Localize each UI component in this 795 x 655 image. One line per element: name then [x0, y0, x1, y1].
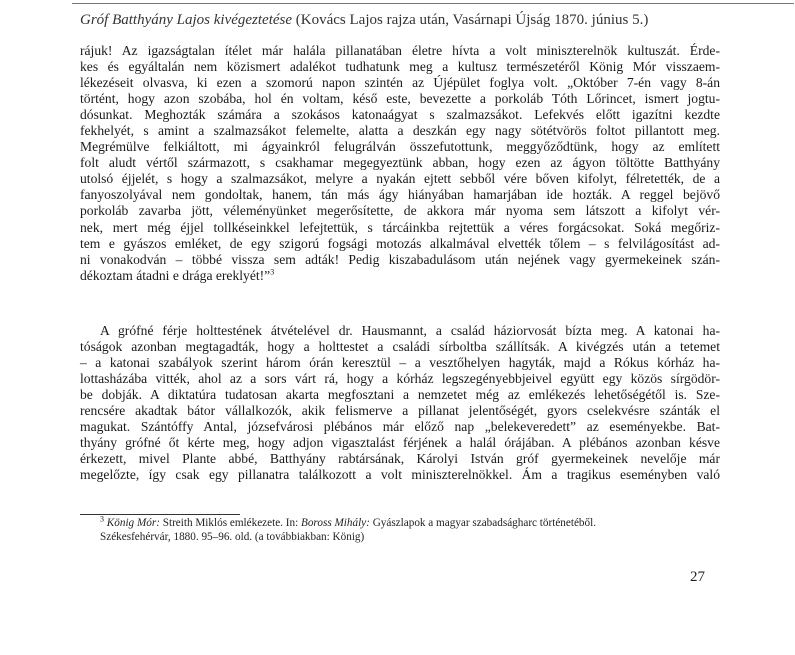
- text-line: magukat. Szántóffy Antal, józsefvárosi plébános már előző nap „belekeveredett” az eseményekbe. Bat-: [80, 419, 720, 435]
- text-line: be dobják. A diktatúra tudatosan akarta megfosztani a nemzetet még az emlékezés lehetőségétől is. Sze-: [80, 387, 720, 403]
- text-line: tóságok azonban megtagadták, hogy a holttestet a családi sírboltba szállítsák. A kivégzés után a tetemet: [80, 339, 720, 355]
- footnote-line: [100, 516, 720, 530]
- footnote-text: Gyászlapok a magyar szabadságharc történetéből.: [369, 517, 597, 529]
- page-number: 27: [690, 569, 705, 585]
- text-line: porkoláb zavarba jött, véleményünket megerősítette, de akkora már nyoma sem látszott a kifolyt vér-: [80, 203, 720, 219]
- text-line: dósunkat. Meghozták számára a szokásos katonaágyat s szalmazsákot. Lefekvés előtt igazítni kezdte: [80, 107, 720, 123]
- text-line: tem e gyászos emléket, de egy szigorú fogsági motozás alkalmával elvették tőlem – s felvilágosítást ad-: [80, 235, 720, 251]
- text-line: érkezett, mivel Plante abbé, Batthyány rabtársának, Károlyi István gróf gyermekeinek nevelője már: [80, 451, 720, 467]
- text-line: rájuk! Az igazságtalan ítélet már halála pillanatában életre hívta a volt miniszterelnök kultuszát. Érde-: [80, 43, 720, 58]
- image-caption: [80, 11, 780, 29]
- text-line: ni vonakodván – többé vissza sem adták! Pedig kiszabadulásom után nejének vagy gyermekeinek szán-: [80, 251, 720, 267]
- text-line: lottasházába vitték, ahol az a sors várt rá, hogy a kórház legszegényebbjeivel együtt egy közös sírgödör-: [80, 371, 720, 387]
- header-rule: [72, 3, 794, 4]
- text-line: – a katonai szabályok szerint három órán keresztül – a vesztőhelyen hagyták, majd a Rókus kórház ha-: [80, 355, 720, 371]
- text-line: Megrémülve felkiáltott, mi ágyainkról felugrálván összefutottunk, meggyőződtünk, hogy az említett: [80, 139, 720, 155]
- text-line: thyány grófné őt kérte meg, hogy adjon vigasztalást férjének a halál órájában. A plébános azonban késve: [80, 435, 720, 451]
- caption-title: Gróf Batthyány Lajos kivégeztetése: [80, 12, 293, 28]
- text-line: kes és egyáltalán nem közismert adalékot tudhatunk meg a kultusz természetéről König Mór visszaem-: [80, 59, 720, 75]
- text-line: lékezéseit olvasva, ki ezen a szomorú napon szintén az Újépület foglya volt. „Október 7-én vagy 8-án: [80, 75, 720, 91]
- footnote: [100, 516, 720, 544]
- footnote-rule: [80, 514, 240, 515]
- text-line: utolsó éjjelét, s hogy a szalmazsákot, melyre a nyakán ejtett sebből vére bőven kifolyt, félretették, de a: [80, 171, 720, 187]
- text-line: rencsére akadtak bátor vállalkozók, akik felismerve a pillanat jelentőségét, gyors cselekvésre szánták el: [80, 403, 720, 419]
- paragraph-2: [80, 323, 720, 483]
- footnote-reference[interactable]: 3: [270, 267, 275, 277]
- footnote-line: Székesfehérvár, 1880. 95–96. old. (a továbbiakban: König): [100, 531, 365, 543]
- footnote-marker: 3: [100, 514, 104, 524]
- text-line: A grófné férje holttestének átvételével dr. Hausmannt, a család háziorvosát bízta meg. A katonai ha-: [100, 323, 720, 338]
- text-line: nek, mert még éjjel tollkéseinkkel lefejtettük, s tárcáinkba rejtettük a véres forgácsokat. Soká megőriz-: [80, 219, 720, 235]
- footnote-text: Streith Miklós emlékezete. In:: [159, 517, 301, 529]
- footnote-editor: Boross Mihály:: [301, 517, 370, 529]
- text-line-last: [80, 268, 720, 284]
- paragraph-1: [80, 43, 720, 284]
- text-line: fanyoszolyával nem gondoltak, hanem, tán más ágy hiányában hamarjában ide hozták. A reggel bejövő: [80, 187, 720, 203]
- text-line: megelőzte, így csak egy pillanatra találkozott a volt miniszterelnökkel. Ám a tragikus eseményben való: [80, 467, 720, 483]
- caption-source: (Kovács Lajos rajza után, Vasárnapi Újság 1870. június 5.): [292, 12, 649, 28]
- text-line: fekhelyét, s amint a szalmazsákot felemelte, alatta a deszkán egy nagy sötétvörös foltot pillantott meg.: [80, 123, 720, 139]
- footnote-author: König Mór:: [106, 517, 160, 529]
- text-line: folt aludt vértől származott, s csakhamar megegyeztünk abban, hogy ezen az ágyon töltötte Batthyány: [80, 155, 720, 171]
- text-line-content: dékoztam átadni e drága ereklyét!”: [80, 267, 271, 283]
- text-line: történt, hogy azon szobába, hol én voltam, késő este, bevezette a porkoláb Tóth Lőrincet, ismert jogtu-: [80, 91, 720, 107]
